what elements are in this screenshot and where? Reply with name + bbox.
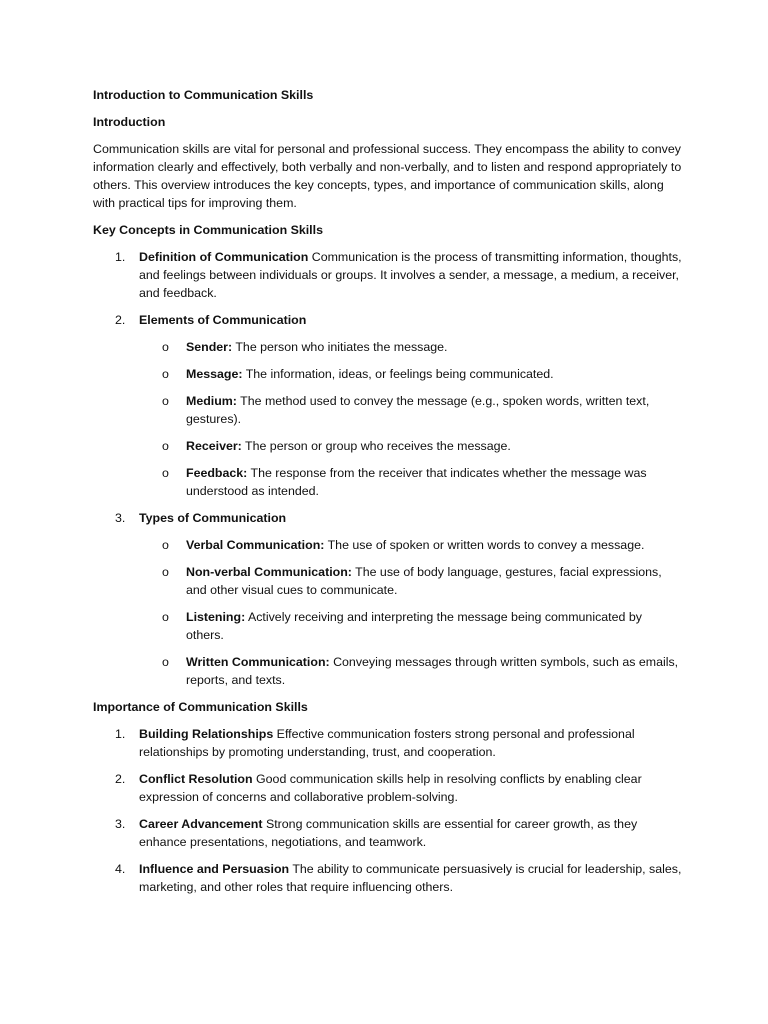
bullet-glyph: o <box>162 340 169 354</box>
types-sublist <box>139 536 683 689</box>
key-concepts-heading: Key Concepts in Communication Skills <box>93 223 323 237</box>
subitem-title: Receiver: <box>186 439 242 453</box>
item-title: Building Relationships <box>139 727 274 741</box>
subitem-title: Medium: <box>186 394 237 408</box>
sublist-item <box>139 464 683 500</box>
subitem-text: The use of spoken or written words to convey a message. <box>324 538 645 552</box>
list-item <box>93 770 683 806</box>
document-title: Introduction to Communication Skills <box>93 88 314 102</box>
bullet-glyph: o <box>162 610 169 624</box>
list-number: 2. <box>115 313 126 327</box>
sublist-item <box>139 608 683 644</box>
bullet-glyph: o <box>162 394 169 408</box>
item-text: The ability to communicate persuasively is crucial for leadership, sales, marketing, and other roles that require influencing others. <box>139 862 682 894</box>
list-number: 4. <box>115 862 126 876</box>
sublist-item <box>139 653 683 689</box>
item-text: Good communication skills help in resolving conflicts by enabling clear expression of concerns and collaborative problem-solving. <box>139 772 642 804</box>
subitem-title: Listening: <box>186 610 246 624</box>
item-title: Types of Communication <box>139 511 287 525</box>
list-item <box>93 311 683 500</box>
subitem-text: The person who initiates the message. <box>232 340 448 354</box>
sublist-item <box>139 563 683 599</box>
subitem-text: Actively receiving and interpreting the message being communicated by others. <box>186 610 642 642</box>
list-item <box>93 509 683 689</box>
list-number: 1. <box>115 250 126 264</box>
list-number: 3. <box>115 817 126 831</box>
item-title: Elements of Communication <box>139 313 307 327</box>
list-number: 1. <box>115 727 126 741</box>
subitem-text: The person or group who receives the message. <box>241 439 511 453</box>
intro-heading: Introduction <box>93 115 166 129</box>
list-item <box>93 725 683 761</box>
importance-heading: Importance of Communication Skills <box>93 700 308 714</box>
bullet-glyph: o <box>162 466 169 480</box>
item-text: Communication is the process of transmitting information, thoughts, and feelings between individuals or groups. It involves a sender, a message, a medium, a receiver, and feedback. <box>139 250 682 300</box>
key-concepts-list <box>93 248 683 689</box>
bullet-glyph: o <box>162 439 169 453</box>
subitem-text: The method used to convey the message (e.g., spoken words, written text, gestures). <box>186 394 650 426</box>
subitem-title: Sender: <box>186 340 233 354</box>
item-title: Career Advancement <box>139 817 263 831</box>
subitem-text: The response from the receiver that indicates whether the message was understood as intended. <box>186 466 647 498</box>
importance-list <box>93 725 683 896</box>
bullet-glyph: o <box>162 367 169 381</box>
elements-sublist <box>139 338 683 500</box>
bullet-glyph: o <box>162 538 169 552</box>
list-number: 2. <box>115 772 126 786</box>
subitem-text: The information, ideas, or feelings being communicated. <box>242 367 554 381</box>
sublist-item <box>139 536 683 554</box>
subitem-title: Non-verbal Communication: <box>186 565 352 579</box>
sublist-item <box>139 437 683 455</box>
sublist-item <box>139 365 683 383</box>
list-item <box>93 815 683 851</box>
intro-paragraph: Communication skills are vital for personal and professional success. They encompass the ability to convey information clearly and effectively, both verbally and non-verbally, and to listen and respond appropriately to others. This overview introduces the key concepts, types, and importance of communication skills, along with practical tips for improving them. <box>93 142 682 210</box>
item-text: Strong communication skills are essential for career growth, as they enhance presentations, negotiations, and teamwork. <box>139 817 638 849</box>
item-title: Influence and Persuasion <box>139 862 290 876</box>
bullet-glyph: o <box>162 655 169 669</box>
list-item <box>93 248 683 302</box>
item-text: Effective communication fosters strong personal and professional relationships by promoting understanding, trust, and cooperation. <box>139 727 635 759</box>
item-title: Conflict Resolution <box>139 772 253 786</box>
subitem-title: Feedback: <box>186 466 248 480</box>
subitem-title: Verbal Communication: <box>186 538 325 552</box>
subitem-title: Message: <box>186 367 243 381</box>
subitem-text: Conveying messages through written symbols, such as emails, reports, and texts. <box>186 655 679 687</box>
list-number: 3. <box>115 511 126 525</box>
item-title: Definition of Communication <box>139 250 309 264</box>
document-body <box>93 86 683 905</box>
sublist-item <box>139 392 683 428</box>
subitem-text: The use of body language, gestures, facial expressions, and other visual cues to communicate. <box>186 565 662 597</box>
sublist-item <box>139 338 683 356</box>
list-item <box>93 860 683 896</box>
subitem-title: Written Communication: <box>186 655 330 669</box>
bullet-glyph: o <box>162 565 169 579</box>
